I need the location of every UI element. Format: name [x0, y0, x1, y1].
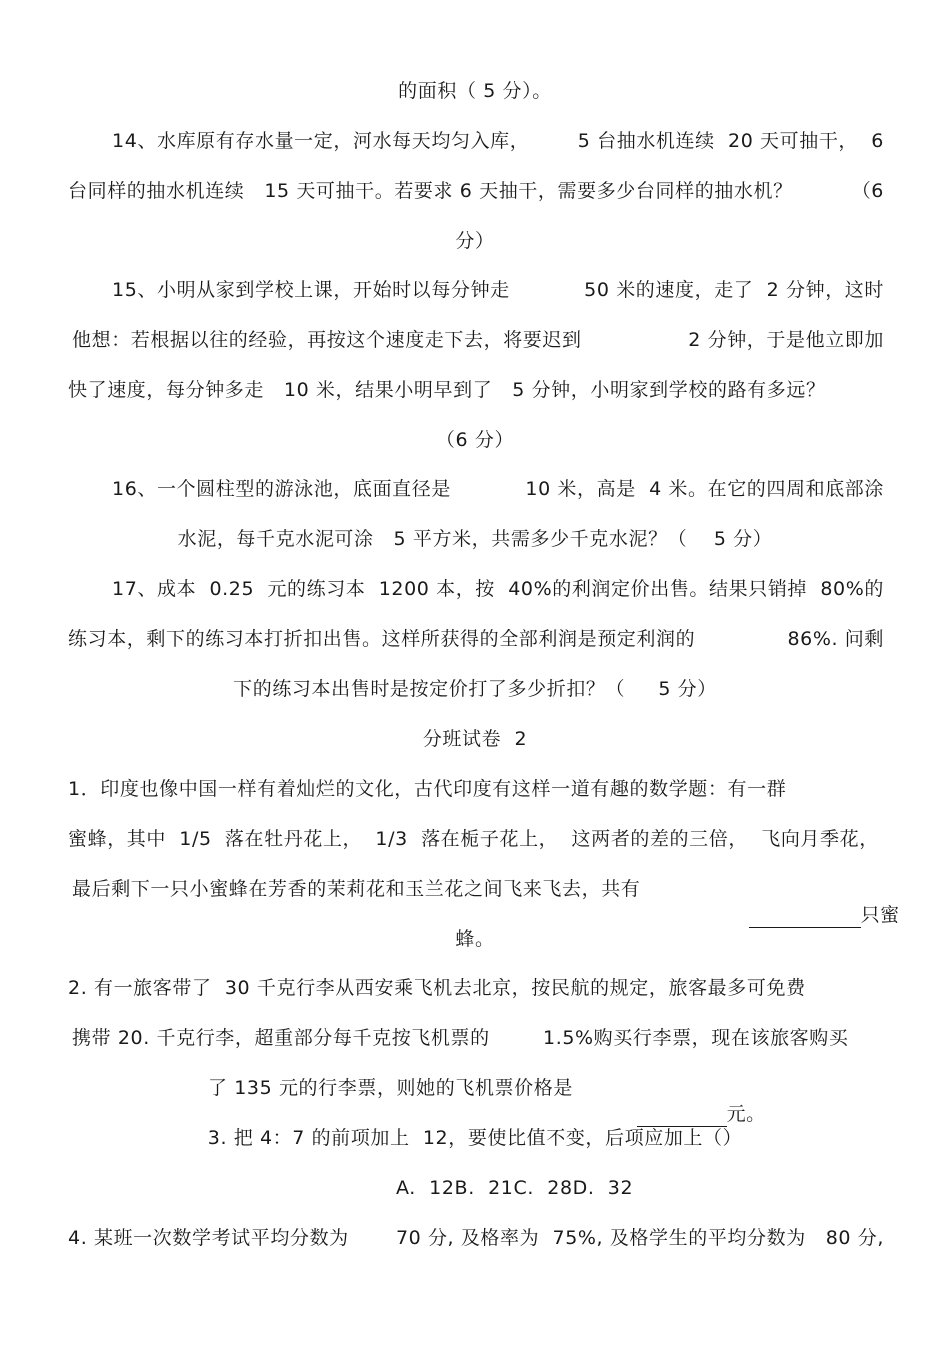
text-line: （6 分）: [435, 429, 515, 451]
section-title: 分班试卷 2: [422, 728, 528, 750]
text-line: 蜂。: [455, 928, 495, 950]
question-16-text: 16、一个圆柱型的游泳池，底面直径是: [112, 478, 451, 500]
text-line: 了 135 元的行李票，则她的飞机票价格是: [208, 1077, 573, 1099]
text-line: 最后剩下一只小蜜蜂在芳香的茉莉花和玉兰花之间飞来飞去，共有: [72, 878, 641, 900]
question-15-text: 15、小明从家到学校上课，开始时以每分钟走: [112, 279, 510, 301]
text-line: 5 台抽水机连续 20 天可抽干， 6: [577, 130, 884, 152]
answer-options: A. 12B. 21C. 28D. 32: [396, 1177, 634, 1199]
text-line: 80%的: [820, 578, 884, 600]
text-line: 只蜜: [860, 904, 900, 926]
text-line: 蜜蜂，其中 1/5 落在牡丹花上， 1/3 落在栀子花上， 这两者的差的三倍， 飞向月季花，: [68, 828, 879, 850]
text-line: 下的练习本出售时是按定价打了多少折扣？（ 5 分）: [233, 678, 717, 700]
text-line: （6: [851, 180, 884, 202]
question-4-text: 4. 某班一次数学考试平均分数为: [68, 1227, 349, 1249]
text-line: 台同样的抽水机连续 15 天可抽干。若要求 6 天抽干，需要多少台同样的抽水机？: [68, 180, 793, 202]
question-1-text: 1．印度也像中国一样有着灿烂的文化，古代印度有这样一道有趣的数学题：有一群: [68, 778, 787, 800]
question-3-text: 3. 把 4：7 的前项加上 12，要使比值不变，后项应加上（）: [207, 1127, 743, 1149]
text-line: 携带 20. 千克行李，超重部分每千克按飞机票的: [72, 1027, 490, 1049]
question-14-text: 14、水库原有存水量一定，河水每天均匀入库，: [112, 130, 530, 152]
answer-blank[interactable]: [749, 907, 861, 928]
text-line: 50 米的速度，走了 2 分钟，这时: [584, 279, 884, 301]
text-line: 分）: [455, 230, 495, 252]
text-line: 元。: [726, 1103, 766, 1125]
answer-blank[interactable]: [637, 1106, 727, 1127]
text-line: 水泥，每千克水泥可涂 5 平方米，共需多少千克水泥？（ 5 分）: [177, 528, 773, 550]
text-line: 快了速度，每分钟多走 10 米，结果小明早到了 5 分钟，小明家到学校的路有多远？: [68, 379, 826, 401]
text-line: 86%. 问剩: [787, 628, 884, 650]
text-line: 2 分钟，于是他立即加: [688, 329, 884, 351]
text-line: 的面积（ 5 分）。: [398, 80, 552, 102]
question-2-text: 2. 有一旅客带了 30 千克行李从西安乘飞机去北京，按民航的规定，旅客最多可免费: [68, 977, 806, 999]
text-line: 70 分, 及格率为 75%, 及格学生的平均分数为 80 分,: [395, 1227, 884, 1249]
text-line: 1.5%购买行李票，现在该旅客购买: [543, 1027, 849, 1049]
text-line: 10 米，高是 4 米。在它的四周和底部涂: [525, 478, 884, 500]
text-line: 练习本，剩下的练习本打折扣出售。这样所获得的全部利润是预定利润的: [68, 628, 696, 650]
text-line: 他想：若根据以往的经验，再按这个速度走下去，将要迟到: [72, 329, 582, 351]
question-17-text: 17、成本 0.25 元的练习本 1200 本，按 40%的利润定价出售。结果只销掉: [112, 578, 808, 600]
